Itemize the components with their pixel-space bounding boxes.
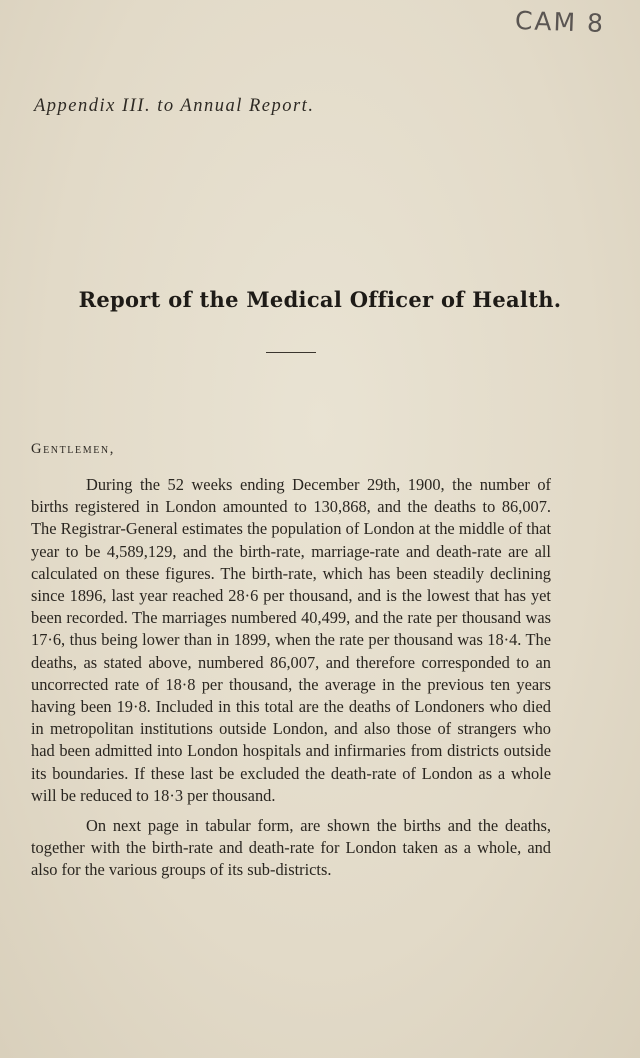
appendix-heading: Appendix III. to Annual Report. (34, 96, 315, 116)
salutation: Gentlemen, (31, 441, 115, 457)
handwritten-annotation: CAM 8 (514, 5, 606, 39)
paragraph-1: During the 52 weeks ending December 29th, 1900, the number of births registered in London amounted to 130,868, and the deaths to 86,007. The Registrar-General estimates the population of London at the middle of that year to be 4,589,129, and the birth-rate, marriage-rate and death-rate are all calculated on these figures. The birth-rate, which has been steadily declining since 1896, last year reached 28·6 per thousand, and is the lowest that has yet been recorded. The marriages numbered 40,499, and the rate per thousand was 17·6, thus being lower than in 1899, when the rate per thousand was 18·4. The deaths, as stated above, numbered 86,007, and therefore corresponded to an uncorrected rate of 18·8 per thousand, the average in the previous ten years having been 19·8. Included in this total are the deaths of Londoners who died in metropolitan institutions outside London, and also those of strangers who had been admitted into London hospitals and infirmaries from districts outside its boundaries. If these last be excluded the death-rate of London as a whole will be reduced to 18·3 per thousand. (31, 475, 551, 805)
page-title: Report of the Medical Officer of Health. (78, 287, 562, 312)
body-text (31, 474, 551, 882)
title-divider (266, 352, 316, 353)
paragraph-2: On next page in tabular form, are shown the births and the deaths, together with the birth-rate and death-rate for London taken as a whole, and also for the various groups of its sub-districts. (31, 816, 551, 880)
